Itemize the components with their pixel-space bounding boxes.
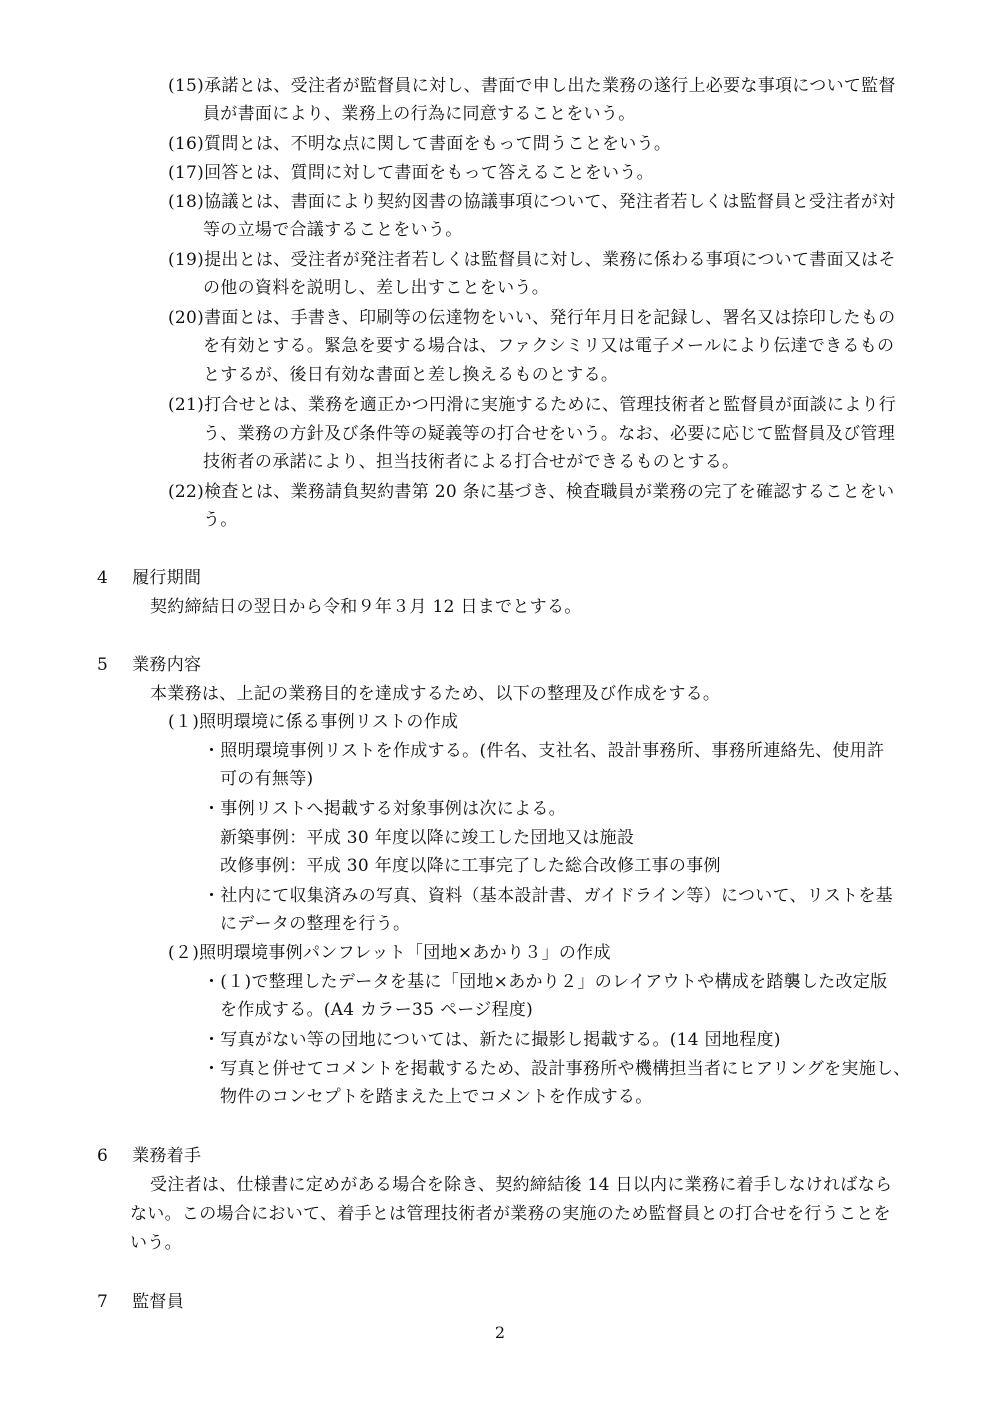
section-4-heading: [97, 564, 201, 592]
bullet-item-cont: にデータの整理を行う。: [220, 914, 411, 934]
definition-text: 書面とは、手書き、印刷等の伝達物をいい、発行年月日を記録し、署名又は捺印したもの: [204, 308, 896, 328]
item-label: (15): [168, 76, 205, 96]
item-label: (21): [168, 395, 205, 415]
definition-text: 検査とは、業務請負契約書第 20 条に基づき、検査職員が業務の完了を確認することをい: [204, 482, 895, 502]
section-6-body-cont: いう。: [130, 1233, 182, 1253]
subsection-title: 照明環境事例パンフレット「団地×あかり３」の作成: [199, 943, 611, 963]
definition-20: [168, 304, 895, 332]
item-label: (18): [168, 192, 205, 212]
bullet-item-cont: 物件のコンセプトを踏まえた上でコメントを作成する。: [220, 1087, 653, 1107]
bullet-item-cont: を作成する。(A4 カラー35 ページ程度): [220, 1000, 534, 1020]
definition-15: [168, 72, 896, 100]
bullet-item: ・(１)で整理したデータを基に「団地×あかり２」のレイアウトや構成を踏襲した改定版: [203, 972, 888, 992]
definition-text: 提出とは、受注者が発注者若しくは監督員に対し、業務に係わる事項について書面又はそ: [204, 250, 896, 270]
section-6-body-cont: ない。この場合において、着手とは管理技術者が業務の実施のため監督員との打合せを行うことを: [130, 1204, 891, 1224]
definition-text: 協議とは、書面により契約図書の協議事項について、発注者若しくは監督員と受注者が対: [204, 192, 896, 212]
definition-18: [168, 188, 895, 216]
definition-21-cont: 技術者の承諾により、担当技術者による打合せができるものとする。: [203, 452, 740, 472]
section-7-heading: [97, 1288, 184, 1316]
definition-text: 回答とは、質問に対して書面をもって答えることをいう。: [204, 163, 654, 183]
definition-15-cont: 員が書面により、業務上の行為に同意することをいう。: [203, 104, 636, 124]
section-number: 4: [97, 568, 109, 588]
definition-22: [168, 478, 894, 506]
item-label: (２): [168, 943, 200, 963]
section-title: 履行期間: [132, 568, 202, 588]
item-label: (20): [168, 308, 205, 328]
page-number: 2: [494, 1323, 506, 1342]
section-6-heading: [97, 1142, 201, 1170]
definition-20-cont: とするが、後日有効な書面と差し換えるものとする。: [203, 365, 619, 385]
definition-22-cont: う。: [203, 510, 238, 530]
item-label: (17): [168, 163, 205, 183]
section-number: 6: [97, 1146, 109, 1166]
bullet-item: ・写真と併せてコメントを掲載するため、設計事務所や機構担当者にヒアリングを実施し、: [203, 1059, 911, 1079]
section-5-heading: [97, 651, 201, 679]
definition-text: 承諾とは、受注者が監督員に対し、書面で申し出た業務の遂行上必要な事項について監督: [204, 76, 896, 96]
subsection-title: 照明環境に係る事例リストの作成: [199, 712, 459, 732]
subsection-1-heading: [168, 708, 458, 736]
definition-19-cont: の他の資料を説明し、差し出すことをいう。: [203, 278, 549, 298]
definition-text: 質問とは、不明な点に関して書面をもって問うことをいう。: [204, 134, 672, 154]
definition-19: [168, 246, 896, 274]
section-number: 7: [97, 1292, 109, 1312]
bullet-item: ・照明環境事例リストを作成する。(件名、支社名、設計事務所、事務所連絡先、使用許: [203, 741, 885, 761]
bullet-item: ・写真がない等の団地については、新たに撮影し掲載する。(14 団地程度): [203, 1030, 781, 1050]
section-number: 5: [97, 655, 109, 675]
definition-20-cont: を有効とする。緊急を要する場合は、ファクシミリ又は電子メールにより伝達できるもの: [203, 336, 895, 356]
item-label: (22): [168, 482, 205, 502]
definition-21: [168, 391, 896, 419]
definition-18-cont: 等の立場で合議することをいう。: [203, 220, 463, 240]
definition-text: 打合せとは、業務を適正かつ円滑に実施するために、管理技術者と監督員が面談により行: [204, 395, 897, 415]
section-6-body: 受注者は、仕様書に定めがある場合を除き、契約締結後 14 日以内に業務に着手しなければなら: [150, 1175, 893, 1195]
section-title: 業務内容: [132, 655, 202, 675]
definition-21-cont: う、業務の方針及び条件等の疑義等の打合せをいう。なお、必要に応じて監督員及び管理: [203, 424, 895, 444]
definition-17: [168, 159, 654, 187]
bullet-item: ・社内にて収集済みの写真、資料（基本設計書、ガイドライン等）について、リストを基: [203, 886, 893, 906]
subsection-2-heading: [168, 939, 611, 967]
section-5-intro: 本業務は、上記の業務目的を達成するため、以下の整理及び作成をする。: [150, 684, 721, 704]
definition-16: [168, 130, 671, 158]
sub-item-renovation: 改修事例：平成 30 年度以降に工事完了した総合改修工事の事例: [220, 856, 721, 876]
section-4-body: 契約締結日の翌日から令和９年３月 12 日までとする。: [150, 597, 582, 617]
item-label: (16): [168, 134, 205, 154]
bullet-item: ・事例リストへ掲載する対象事例は次による。: [203, 799, 566, 819]
item-label: (19): [168, 250, 205, 270]
item-label: (１): [168, 712, 200, 732]
sub-item-new: 新築事例：平成 30 年度以降に竣工した団地又は施設: [220, 828, 635, 848]
bullet-item-cont: 可の有無等): [220, 769, 314, 789]
section-title: 監督員: [132, 1292, 185, 1312]
section-title: 業務着手: [132, 1146, 202, 1166]
